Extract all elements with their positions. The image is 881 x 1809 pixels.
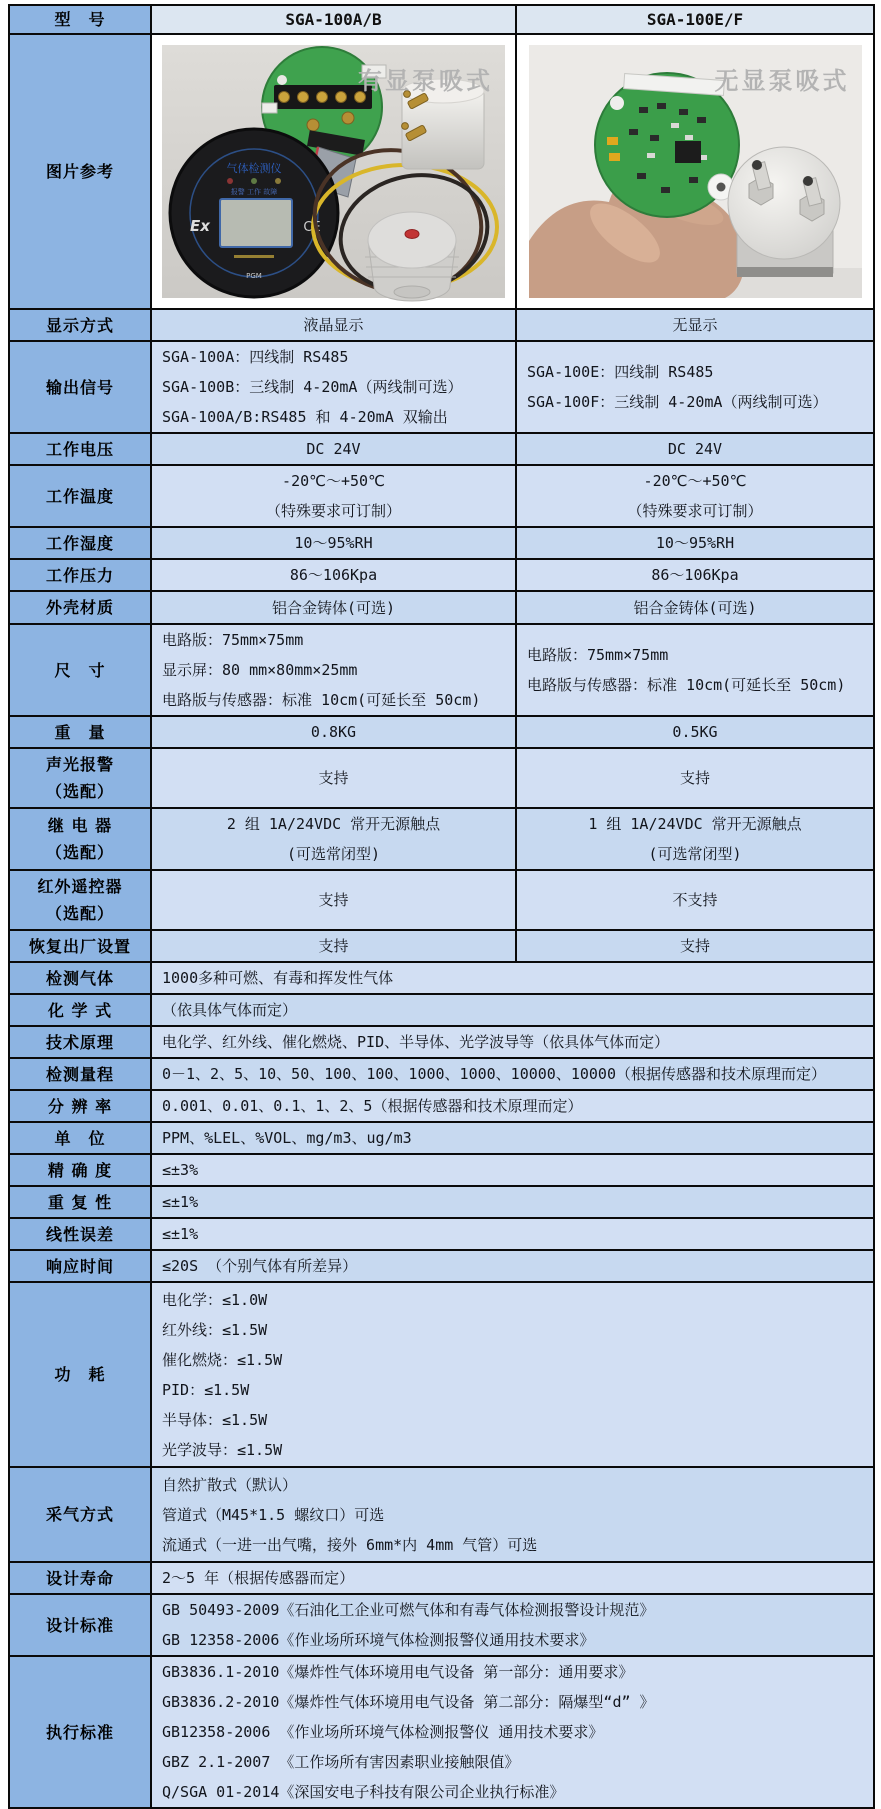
spec-value-text: SGA-100F：三线制 4-20mA（两线制可选） — [527, 393, 828, 411]
row-label — [9, 559, 151, 591]
spec-value-text: 0.001、0.01、0.1、1、2、5（根据传感器和技术原理而定） — [162, 1097, 583, 1115]
table-row — [9, 341, 874, 433]
spec-value-text: 电路版与传感器：标准 10cm(可延长至 50cm) — [527, 676, 846, 694]
spec-value-b — [516, 591, 874, 624]
row-label-text: 设计寿命 — [45, 1568, 114, 1588]
spec-value-b — [516, 559, 874, 591]
table-row — [9, 1562, 874, 1594]
row-label-text: 技术原理 — [45, 1032, 114, 1052]
row-label — [9, 433, 151, 465]
spec-value-text: ≤±3% — [162, 1161, 199, 1179]
row-label — [9, 1562, 151, 1594]
spec-value-text: 支持 — [318, 769, 349, 787]
row-label-text: 工作电压 — [45, 439, 114, 459]
table-row — [9, 1090, 874, 1122]
table-row — [9, 433, 874, 465]
spec-value-a — [151, 591, 516, 624]
spec-value-text: 光学波导：≤1.5W — [162, 1440, 283, 1459]
spec-value-text: 铝合金铸体(可选) — [633, 598, 757, 617]
row-label-text: 重 量 — [54, 722, 106, 742]
spec-value-text: 2 组 1A/24VDC 常开无源触点 — [226, 815, 441, 833]
table-row — [9, 1594, 874, 1656]
row-label-text: 检测气体 — [45, 968, 114, 988]
spec-value-a — [151, 808, 516, 870]
spec-value-b — [516, 624, 874, 716]
product-photo-sga-100ef — [529, 45, 862, 298]
row-label — [9, 1122, 151, 1154]
row-label — [9, 1656, 151, 1808]
table-row — [9, 465, 874, 527]
spec-value-text: -20℃～+50℃ — [282, 472, 385, 490]
table-row — [9, 808, 874, 870]
spec-table — [8, 4, 875, 1809]
row-label — [9, 1090, 151, 1122]
ribbed-sensor-graphic — [365, 212, 459, 301]
row-label — [9, 341, 151, 433]
spec-value-text: 1000多种可燃、有毒和挥发性气体 — [162, 969, 394, 987]
spec-value-b — [516, 465, 874, 527]
spec-value-a — [151, 870, 516, 930]
detector-title-text: 气体检测仪 — [226, 162, 282, 175]
row-label-text: 检测量程 — [45, 1064, 114, 1084]
spec-value-a — [151, 930, 516, 962]
row-label-text: （选配） — [45, 782, 114, 801]
table-row — [9, 1250, 874, 1282]
spec-value-text: 电化学、红外线、催化燃烧、PID、半导体、光学波导等（依具体气体而定） — [162, 1033, 670, 1051]
spec-value-full — [151, 1026, 874, 1058]
photo-cell-b — [516, 34, 874, 309]
table-row — [9, 1656, 874, 1808]
photo-row — [9, 34, 874, 309]
spec-value-full — [151, 1090, 874, 1122]
spec-value-text: 0－1、2、5、10、50、100、100、1000、1000、10000、10000（根据传感器和技术原理而定） — [162, 1065, 826, 1083]
spec-value-b — [516, 341, 874, 433]
spec-value-text: 电路版：75mm×75mm — [162, 631, 304, 649]
spec-value-full — [151, 1656, 874, 1808]
row-label-text: 输出信号 — [45, 377, 114, 397]
spec-value-text: 86～106Kpa — [651, 566, 739, 584]
spec-value-text: -20℃～+50℃ — [643, 472, 747, 490]
spec-value-text: SGA-100E：四线制 RS485 — [527, 363, 714, 381]
watermark-a: 有显泵吸式 — [358, 67, 493, 95]
spec-value-text: 红外线：≤1.5W — [162, 1320, 268, 1339]
table-row — [9, 748, 874, 808]
spec-value-text: 显示屏：80 mm×80mm×25mm — [162, 661, 358, 679]
spec-value-b — [516, 527, 874, 559]
sensor-graphic-b — [728, 147, 840, 277]
spec-value-full — [151, 1218, 874, 1250]
spec-value-text: 自然扩散式（默认） — [162, 1475, 298, 1494]
spec-value-a — [151, 748, 516, 808]
row-label-text: 工作湿度 — [45, 533, 114, 553]
table-row — [9, 624, 874, 716]
table-row — [9, 1186, 874, 1218]
spec-value-text: ≤20S （个别气体有所差异） — [162, 1257, 358, 1275]
spec-value-text: SGA-100A/B:RS485 和 4-20mA 双输出 — [162, 408, 448, 426]
photo-row-label: 图片参考 — [9, 34, 151, 309]
row-label-text: 精 确 度 — [47, 1160, 113, 1180]
spec-value-text: PPM、%LEL、%VOL、mg/m3、ug/m3 — [162, 1129, 412, 1147]
spec-value-text: （依具体气体而定） — [162, 1001, 298, 1019]
spec-value-text: 流通式（一进一出气嘴，接外 6mm*内 4mm 气管）可选 — [162, 1535, 538, 1554]
spec-value-full — [151, 1122, 874, 1154]
spec-value-text: （特殊要求可订制） — [265, 502, 401, 520]
row-label-text: 恢复出厂设置 — [28, 936, 131, 956]
spec-value-b — [516, 930, 874, 962]
spec-value-text: 86～106Kpa — [289, 566, 378, 584]
table-row — [9, 559, 874, 591]
row-label-text: （选配） — [45, 904, 114, 923]
row-label-text: 工作压力 — [45, 565, 114, 585]
spec-value-text: （特殊要求可订制） — [627, 502, 763, 520]
row-label — [9, 1058, 151, 1090]
model-header-cell-a: SGA-100A/B — [151, 5, 516, 34]
spec-value-full — [151, 962, 874, 994]
spec-value-a — [151, 559, 516, 591]
row-label-text: 分 辨 率 — [47, 1096, 113, 1116]
table-row — [9, 1218, 874, 1250]
spec-value-text: 支持 — [679, 769, 710, 787]
spec-value-full — [151, 994, 874, 1026]
spec-value-text: 电路版与传感器：标准 10cm(可延长至 50cm) — [162, 691, 481, 709]
watermark-b: 无显泵吸式 — [714, 67, 850, 95]
row-label-text: 显示方式 — [45, 315, 114, 335]
spec-value-text: 支持 — [318, 891, 349, 909]
row-label — [9, 1218, 151, 1250]
spec-value-text: 无显示 — [672, 316, 718, 334]
spec-value-text: 管道式（M45*1.5 螺纹口）可选 — [162, 1505, 385, 1524]
spec-value-text: 半导体：≤1.5W — [162, 1410, 268, 1429]
model-header-cell-b: SGA-100E/F — [516, 5, 874, 34]
spec-value-text: DC 24V — [667, 440, 723, 458]
spec-value-full — [151, 1250, 874, 1282]
detector-led-labels: 报警 工作 故障 — [230, 188, 278, 196]
table-row — [9, 962, 874, 994]
spec-value-b — [516, 808, 874, 870]
row-label-text: 声光报警 — [45, 755, 114, 774]
spec-value-full — [151, 1467, 874, 1562]
spec-value-text: PID：≤1.5W — [162, 1380, 250, 1399]
spec-value-a — [151, 433, 516, 465]
row-label-text: 工作温度 — [45, 486, 114, 506]
spec-value-text: Q/SGA 01-2014《深国安电子科技有限公司企业执行标准》 — [162, 1783, 565, 1801]
row-label-text: 采气方式 — [45, 1505, 114, 1524]
table-row — [9, 1058, 874, 1090]
spec-value-text: ≤±1% — [162, 1193, 199, 1211]
row-label-text: 功 耗 — [54, 1365, 106, 1384]
row-label-text: 线性误差 — [45, 1224, 114, 1244]
row-label-text: 尺 寸 — [54, 660, 106, 680]
row-label — [9, 716, 151, 748]
row-label — [9, 1154, 151, 1186]
table-row — [9, 527, 874, 559]
spec-value-a — [151, 716, 516, 748]
spec-value-full — [151, 1282, 874, 1467]
row-label — [9, 1282, 151, 1467]
spec-value-text: GBZ 2.1-2007 《工作场所有害因素职业接触限值》 — [162, 1753, 520, 1771]
row-label — [9, 309, 151, 341]
spec-value-text: 0.5KG — [672, 723, 718, 741]
spec-value-text: 支持 — [679, 937, 710, 955]
spec-value-text: 0.8KG — [310, 723, 357, 741]
spec-value-full — [151, 1594, 874, 1656]
spec-value-b — [516, 716, 874, 748]
spec-value-b — [516, 433, 874, 465]
spec-value-a — [151, 309, 516, 341]
spec-value-text: 10～95%RH — [294, 534, 373, 552]
photo-cell-a — [151, 34, 516, 309]
spec-value-a — [151, 527, 516, 559]
spec-value-full — [151, 1186, 874, 1218]
spec-value-text: 1 组 1A/24VDC 常开无源触点 — [588, 815, 802, 833]
row-label — [9, 808, 151, 870]
spec-value-b — [516, 870, 874, 930]
row-label — [9, 962, 151, 994]
row-label-text: 响应时间 — [45, 1256, 114, 1276]
row-label — [9, 591, 151, 624]
spec-value-text: 不支持 — [672, 891, 718, 909]
row-label — [9, 994, 151, 1026]
row-label — [9, 1467, 151, 1562]
spec-value-a — [151, 341, 516, 433]
table-row — [9, 716, 874, 748]
spec-value-text: GB 50493-2009《石油化工企业可燃气体和有毒气体检测报警设计规范》 — [162, 1601, 655, 1619]
spec-value-text: SGA-100B：三线制 4-20mA（两线制可选） — [162, 378, 463, 396]
spec-value-text: GB 12358-2006《作业场所环境气体检测报警仪通用技术要求》 — [162, 1631, 595, 1649]
table-row — [9, 309, 874, 341]
table-row — [9, 994, 874, 1026]
spec-value-text: 催化燃烧：≤1.5W — [162, 1350, 283, 1369]
spec-value-text: 液晶显示 — [303, 316, 364, 334]
spec-value-text: 电路版：75mm×75mm — [527, 646, 669, 664]
spec-rows-body — [9, 309, 874, 1808]
product-photo-sga-100ab — [162, 45, 505, 298]
row-label-text: 执行标准 — [45, 1722, 114, 1742]
table-row — [9, 930, 874, 962]
spec-value-b — [516, 309, 874, 341]
spec-value-full — [151, 1562, 874, 1594]
spec-value-text: SGA-100A：四线制 RS485 — [162, 348, 349, 366]
row-label-text: 化 学 式 — [47, 1000, 113, 1020]
spec-value-text: GB12358-2006 《作业场所环境气体检测报警仪 通用技术要求》 — [162, 1723, 604, 1741]
ex-mark-text: Ex — [190, 217, 210, 235]
spec-value-a — [151, 465, 516, 527]
row-label — [9, 465, 151, 527]
table-row — [9, 591, 874, 624]
row-label — [9, 1250, 151, 1282]
spec-value-full — [151, 1058, 874, 1090]
spec-value-text: 支持 — [318, 937, 349, 955]
row-label — [9, 930, 151, 962]
row-label-text: 外壳材质 — [45, 598, 114, 617]
table-row — [9, 1467, 874, 1562]
table-row — [9, 1122, 874, 1154]
spec-value-text: (可选常闭型) — [648, 845, 742, 863]
row-label-text: 设计标准 — [45, 1615, 114, 1635]
spec-value-full — [151, 1154, 874, 1186]
row-label-text: 红外遥控器 — [37, 877, 123, 896]
spec-value-text: 铝合金铸体(可选) — [271, 598, 396, 617]
pgm-label-text: PGM — [246, 272, 262, 280]
table-row — [9, 1026, 874, 1058]
spec-value-a — [151, 624, 516, 716]
header-row — [9, 5, 874, 34]
spec-value-text: 10～95%RH — [655, 534, 735, 552]
spec-value-text: 2～5 年（根据传感器而定） — [162, 1569, 355, 1587]
ce-mark-text: CE — [303, 220, 321, 235]
row-label — [9, 870, 151, 930]
row-label-text: （选配） — [45, 843, 114, 862]
row-label-text: 继 电 器 — [47, 816, 113, 835]
row-label — [9, 527, 151, 559]
table-row — [9, 870, 874, 930]
spec-value-text: (可选常闭型) — [286, 845, 381, 863]
row-label-text: 重 复 性 — [47, 1192, 113, 1212]
spec-value-b — [516, 748, 874, 808]
table-row — [9, 1282, 874, 1467]
row-label-text: 单 位 — [54, 1128, 106, 1148]
spec-value-text: GB3836.2-2010《爆炸性气体环境用电气设备 第二部分：隔爆型“d” 》 — [162, 1693, 655, 1711]
row-label — [9, 1186, 151, 1218]
row-label — [9, 624, 151, 716]
row-label — [9, 748, 151, 808]
model-header-label: 型 号 — [9, 5, 151, 34]
spec-value-text: 电化学：≤1.0W — [162, 1290, 268, 1309]
row-label — [9, 1594, 151, 1656]
spec-value-text: DC 24V — [306, 440, 361, 458]
spec-value-text: GB3836.1-2010《爆炸性气体环境用电气设备 第一部分：通用要求》 — [162, 1663, 634, 1681]
table-row — [9, 1154, 874, 1186]
spec-value-text: ≤±1% — [162, 1225, 199, 1243]
row-label — [9, 1026, 151, 1058]
